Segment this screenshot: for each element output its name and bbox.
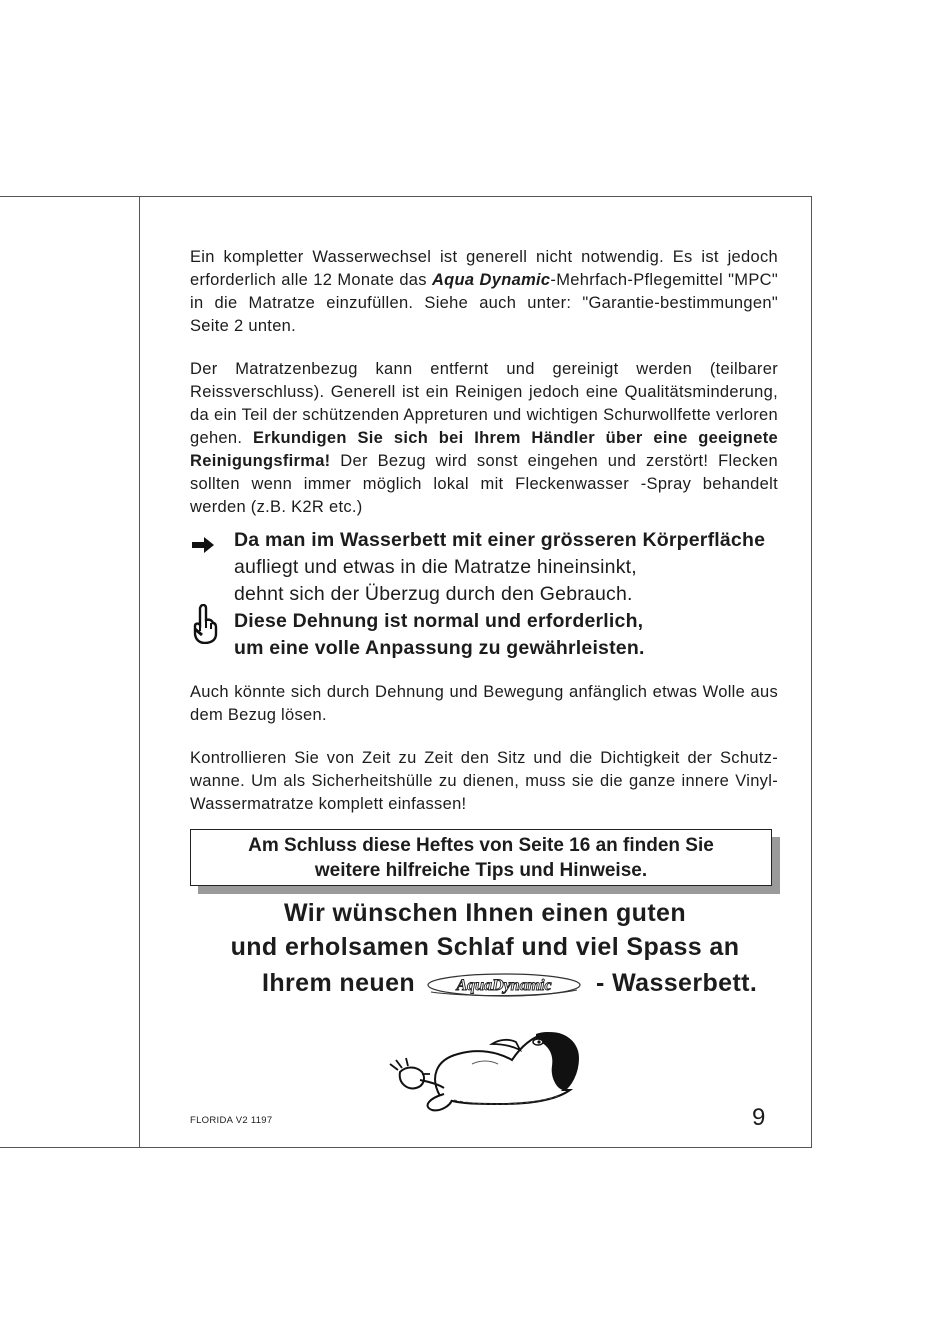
aqua-dynamic-logo bbox=[425, 970, 583, 1000]
note-line: Da man im Wasserbett mit einer grösseren Körperfläche bbox=[234, 529, 766, 551]
paragraph-cover-cleaning bbox=[190, 358, 778, 519]
note-line: aufliegt und etwas in die Matratze hineinsinkt, bbox=[234, 556, 637, 578]
note-line: um eine volle Anpassung zu gewährleisten. bbox=[234, 637, 645, 659]
page-number: 9 bbox=[752, 1104, 766, 1131]
closing-line: - Wasserbett. bbox=[596, 969, 758, 997]
paragraph-text: Der Bezug wird sonst eingehen und zerstört! Flecken sollten wenn immer möglich lokal mit Fleckenwasser -Spray behandelt werden (z.B. K2R etc.) bbox=[190, 452, 778, 516]
paragraph-maintenance bbox=[190, 246, 778, 338]
document-code: FLORIDA V2 1197 bbox=[190, 1115, 273, 1126]
tip-box-line: weitere hilfreiche Tips und Hinweise. bbox=[314, 860, 648, 881]
paragraph-text: Der Matratzenbezug kann entfernt und gereinigt werden (teilbarer Reissverschluss). Generell ist ein Reinigen jedoch eine Qualitätsminderung, da ein Teil der schützenden Appreturen und wichtigen Schurwollfette verloren gehen. bbox=[190, 360, 778, 447]
frame-bottom-line bbox=[0, 1147, 812, 1148]
paragraph-wool: Auch könnte sich durch Dehnung und Bewegung anfänglich etwas Wolle aus dem Bezug lösen. bbox=[190, 683, 778, 724]
pointing-finger-icon bbox=[192, 604, 218, 644]
closing-line: Wir wünschen Ihnen einen guten bbox=[283, 899, 687, 927]
note-line: Diese Dehnung ist normal und erforderlich, bbox=[234, 610, 644, 632]
svg-text:AquaDynamic: AquaDynamic bbox=[456, 977, 552, 994]
paragraph-text: Ein kompletter Wasserwechsel ist generell nicht notwendig. Es ist jedoch erforderlich alle 12 Monate das bbox=[190, 248, 778, 289]
note-line: dehnt sich der Überzug durch den Gebrauch. bbox=[234, 583, 633, 605]
frame-left-line bbox=[139, 196, 140, 1148]
paragraph-text: -Mehrfach-Pflegemittel "MPC" in die Matratze einzufüllen. Siehe auch unter: "Garantie-bestimmungen" Seite 2 unten. bbox=[190, 271, 779, 335]
paragraph-safety-liner: Kontrollieren Sie von Zeit zu Zeit den Sitz und die Dichtigkeit der Schutz-wanne. Um als Sicherheitshülle zu dienen, muss sie die ganze innere Vinyl-Wassermatratze komplett einfassen! bbox=[190, 749, 778, 813]
frame-right-line bbox=[811, 196, 812, 1148]
penguin-illustration bbox=[380, 1008, 585, 1112]
closing-line: Ihrem neuen bbox=[262, 969, 416, 997]
paragraph-emphasis: Erkundigen Sie sich bei Ihrem Händler über eine geeignete Reinigungsfirma! bbox=[190, 429, 779, 470]
tip-box bbox=[190, 829, 772, 886]
tip-box-line: Am Schluss diese Heftes von Seite 16 an finden Sie bbox=[248, 835, 714, 856]
closing-line: und erholsamen Schlaf und viel Spass an bbox=[230, 933, 740, 961]
arrow-right-icon bbox=[190, 534, 216, 556]
frame-top-line bbox=[0, 196, 812, 197]
brand-name: Aqua Dynamic bbox=[431, 271, 551, 289]
